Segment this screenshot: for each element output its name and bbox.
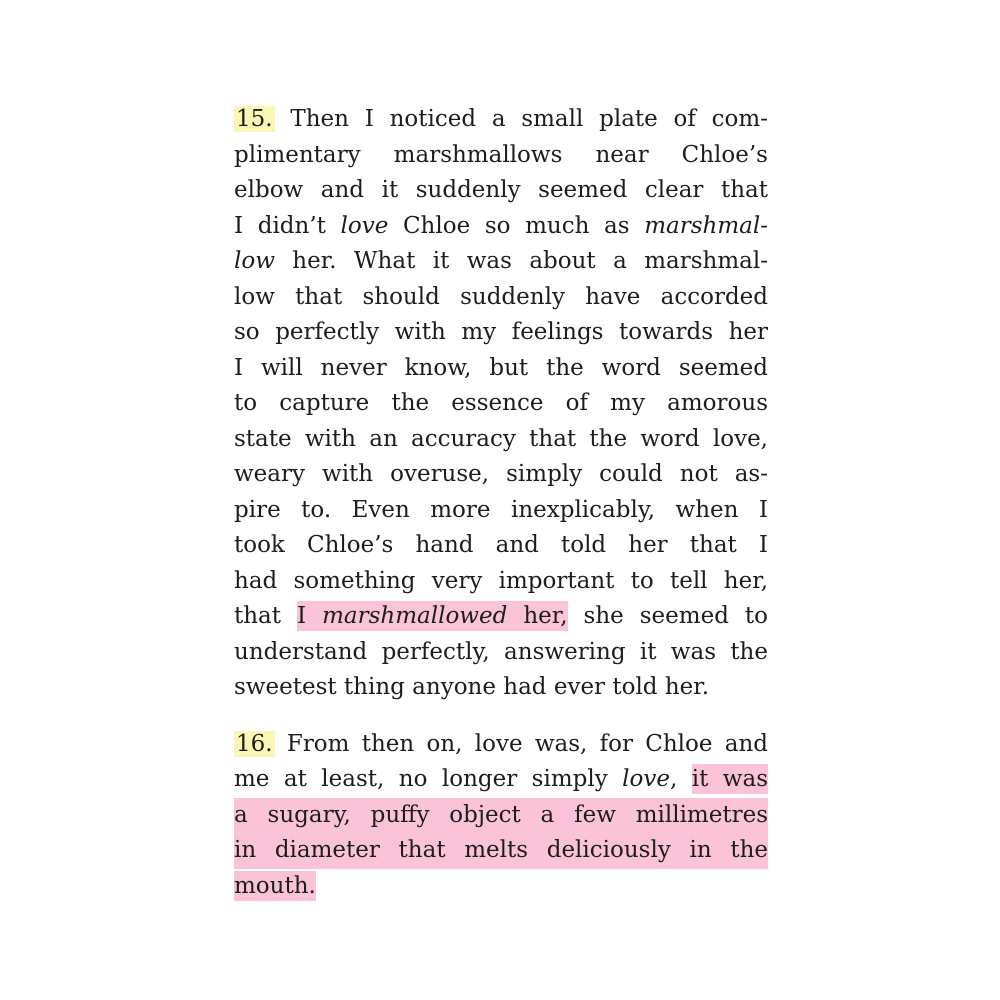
emphasis: low: [234, 248, 275, 274]
text-line: I didn’t love Chloe so much as marshmal-: [234, 212, 768, 239]
emphasis: love: [622, 766, 670, 792]
text-line: plimentary marshmallows near Chloe’s: [234, 141, 768, 168]
highlight: it was: [691, 766, 769, 792]
text-line: sweetest thing anyone had ever told her.: [234, 674, 710, 700]
text-line: 16. From then on, love was, for Chloe and: [236, 730, 768, 757]
text-line: elbow and it suddenly seemed clear that: [234, 177, 768, 203]
text-line: took Chloe’s hand and told her that I: [234, 532, 768, 558]
highlight: mouth.: [234, 872, 316, 899]
book-page: [234, 102, 768, 904]
emphasis: love: [340, 212, 389, 239]
text-line: pire to. Even more inexplicably, when I: [234, 496, 768, 523]
text-line: to capture the essence of my amorous: [234, 390, 768, 416]
highlighted-line: a sugary, puffy object a few millimetres: [234, 798, 768, 834]
paragraph-15: [234, 102, 768, 706]
text-line: weary with overuse, simply could not as-: [234, 461, 768, 487]
text-line: low her. What it was about a marshmal-: [234, 248, 768, 274]
text-line: state with an accuracy that the word love,: [234, 425, 768, 452]
text-line: [234, 869, 768, 905]
paragraph-number: 15.: [236, 106, 273, 132]
text-line: understand perfectly, answering it was the: [234, 638, 768, 665]
highlight: I marshmallowed her,: [297, 603, 568, 629]
paragraph-number: 16.: [236, 730, 273, 757]
text-line: that I marshmallowed her, she seemed to: [234, 603, 769, 629]
text-line: me at least, no longer simply love, it was: [234, 766, 769, 792]
paragraph-16: [234, 727, 768, 905]
text-line: low that should suddenly have accorded: [234, 283, 768, 310]
text-line: 15. Then I noticed a small plate of com-: [236, 106, 768, 132]
emphasis: marshmal-: [644, 212, 768, 239]
text-line: I will never know, but the word seemed: [234, 354, 768, 381]
text-line: so perfectly with my feelings towards her: [234, 319, 768, 345]
text-line: had something very important to tell her,: [234, 567, 768, 594]
highlighted-line: in diameter that melts deliciously in the: [234, 833, 768, 869]
